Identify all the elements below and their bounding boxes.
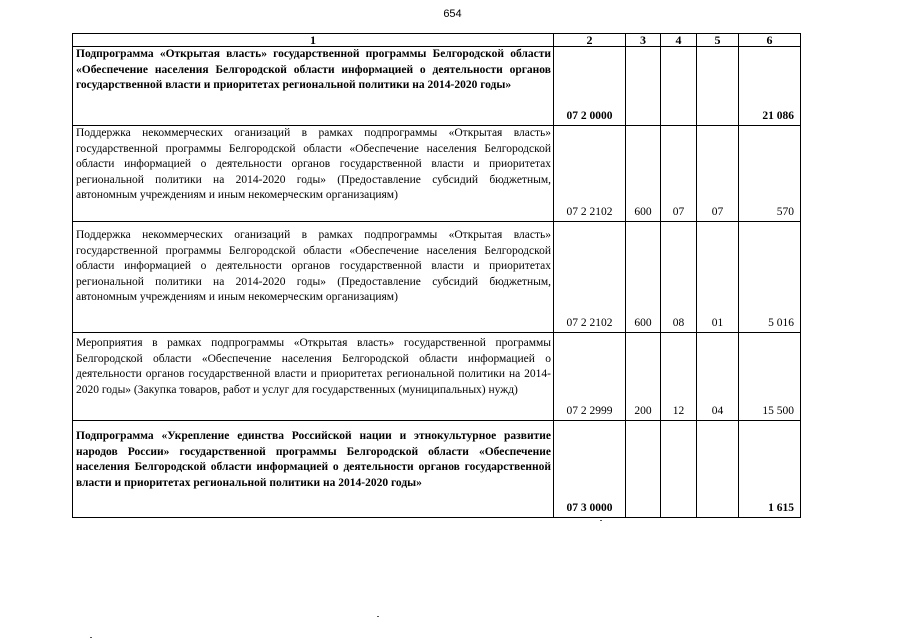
row-rz (661, 421, 697, 518)
row-description: Подпрограмма «Укрепление единства Российской нации и этнокультурное развитие народов России» государственной программы Белгородской области «Обеспечение населения Белгородской области информацией о деятельности органов государственной власти и приоритетах региональной политики на 2014-2020 годы» (73, 421, 554, 518)
header-row (73, 34, 801, 47)
row-amount: 1 615 (739, 421, 801, 518)
row-description: Подпрограмма «Открытая власть» государственной программы Белгородской области «Обеспечение населения Белгородской области информацией о деятельности органов государственной власти и приоритетах региональной политики на 2014-2020 годы» (73, 47, 554, 126)
row-pr: 07 (697, 126, 739, 222)
row-vr: 600 (626, 126, 661, 222)
header-col-3: 3 (626, 34, 661, 47)
row-vr (626, 47, 661, 126)
row-vr: 200 (626, 333, 661, 421)
header-col-4: 4 (661, 34, 697, 47)
row-description: Мероприятия в рамках подпрограммы «Открытая власть» государственной программы Белгородской области «Обеспечение населения Белгородской области информацией о деятельности органов государственной власти и приоритетах региональной политики на 2014-2020 годы» (Закупка товаров, работ и услуг для государственных (муниципальных) нужд) (73, 333, 554, 421)
row-description: Поддержка некоммерческих оганизаций в рамках подпрограммы «Открытая власть» государственной программы Белгородской области «Обеспечение населения Белгородской области информацией о деятельности органов государственной власти и приоритетах региональной политики на 2014-2020 годы» (Предоставление субсидий бюджетным, автономным учреждениям и иным некомерческим организациям) (73, 222, 554, 333)
row-code: 07 2 2999 (554, 333, 626, 421)
scan-speck (600, 520, 602, 521)
row-vr (626, 421, 661, 518)
row-amount: 5 016 (739, 222, 801, 333)
row-pr: 01 (697, 222, 739, 333)
row-rz: 08 (661, 222, 697, 333)
row-amount: 21 086 (739, 47, 801, 126)
row-vr: 600 (626, 222, 661, 333)
row-code: 07 2 2102 (554, 222, 626, 333)
table-row (73, 126, 801, 222)
table-row (73, 333, 801, 421)
row-amount: 15 500 (739, 333, 801, 421)
row-rz: 07 (661, 126, 697, 222)
table-row (73, 222, 801, 333)
page-number: 654 (443, 8, 462, 20)
table-row (73, 47, 801, 126)
row-pr (697, 47, 739, 126)
row-amount: 570 (739, 126, 801, 222)
row-rz (661, 47, 697, 126)
row-rz: 12 (661, 333, 697, 421)
row-description: Поддержка некоммерческих оганизаций в рамках подпрограммы «Открытая власть» государственной программы Белгородской области «Обеспечение населения Белгородской области информацией о деятельности органов государственной власти и приоритетах региональной политики на 2014-2020 годы» (Предоставление субсидий бюджетным, автономным учреждениям и иным некомерческим организациям) (73, 126, 554, 222)
scan-speck (377, 616, 379, 617)
row-code: 07 3 0000 (554, 421, 626, 518)
header-col-2: 2 (554, 34, 626, 47)
table-row (73, 421, 801, 518)
row-pr (697, 421, 739, 518)
header-col-6: 6 (739, 34, 801, 47)
budget-table (72, 33, 801, 518)
row-code: 07 2 0000 (554, 47, 626, 126)
header-col-1: 1 (73, 34, 554, 47)
header-col-5: 5 (697, 34, 739, 47)
scan-speck (90, 637, 92, 638)
row-pr: 04 (697, 333, 739, 421)
row-code: 07 2 2102 (554, 126, 626, 222)
